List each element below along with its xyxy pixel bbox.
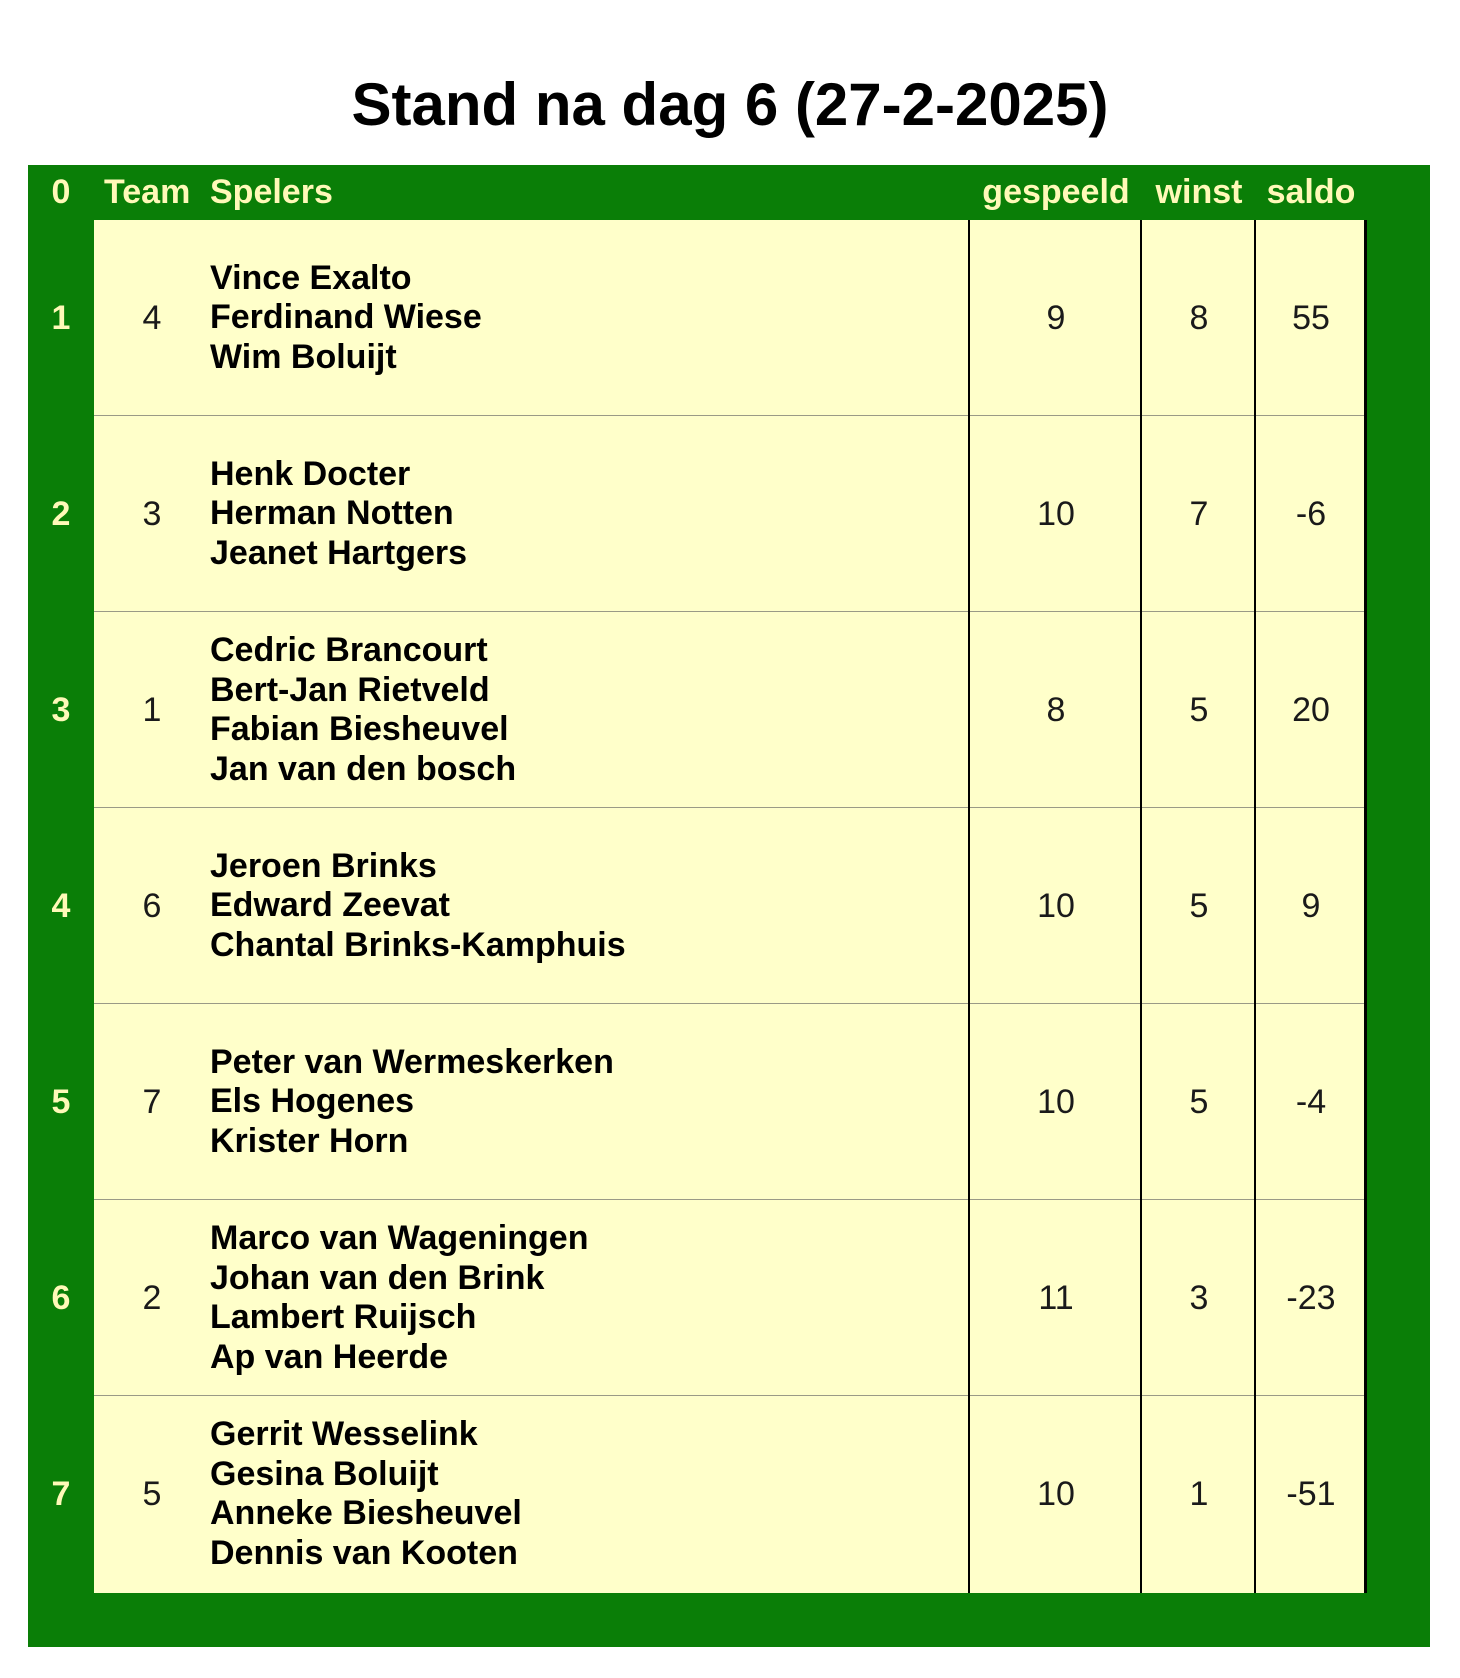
table-row [94, 416, 1366, 612]
player-name: Bert-Jan Rietveld [210, 670, 490, 709]
player-name: Wim Boluijt [210, 337, 397, 376]
table-row [94, 220, 1366, 416]
saldo-cell: -4 [1295, 1082, 1327, 1121]
wins-cell: 8 [1189, 298, 1209, 337]
wins-cell: 1 [1189, 1474, 1209, 1513]
table-row [94, 808, 1366, 1004]
player-name: Krister Horn [210, 1121, 409, 1160]
saldo-cell: 55 [1292, 298, 1330, 337]
team-cell: 4 [142, 298, 162, 337]
saldo-cell: 20 [1292, 690, 1330, 729]
page-title: Stand na dag 6 (27-2-2025) [351, 71, 1109, 138]
column-divider [1140, 220, 1142, 1593]
played-cell: 11 [1038, 1278, 1074, 1317]
table-row [94, 612, 1366, 808]
table-row [94, 1200, 1366, 1396]
saldo-cell: -23 [1286, 1278, 1336, 1317]
player-name: Edward Zeevat [210, 886, 450, 925]
header-saldo: saldo [1266, 173, 1356, 211]
player-name: Gesina Boluijt [210, 1454, 439, 1493]
column-divider [968, 220, 970, 1593]
wins-cell: 5 [1189, 690, 1209, 729]
header-team: Team [104, 173, 191, 211]
player-name: Jan van den bosch [210, 749, 517, 788]
team-cell: 7 [142, 1082, 162, 1121]
saldo-cell: -51 [1286, 1474, 1336, 1513]
rank-cell: 6 [51, 1279, 71, 1317]
players-cell [210, 612, 970, 808]
rank-cell: 2 [51, 495, 71, 533]
header-rank: 0 [51, 173, 71, 211]
player-name: Johan van den Brink [210, 1258, 545, 1297]
standings-board [28, 165, 1430, 1647]
players-cell [210, 1004, 970, 1200]
player-name: Ferdinand Wiese [210, 298, 482, 337]
rank-cell: 1 [51, 299, 71, 337]
wins-cell: 7 [1189, 494, 1209, 533]
player-name: Peter van Wermeskerken [210, 1042, 614, 1081]
header-played: gespeeld [982, 173, 1130, 211]
team-cell: 1 [142, 690, 162, 729]
players-cell [210, 1396, 970, 1592]
team-cell: 6 [142, 886, 162, 925]
player-name: Cedric Brancourt [210, 631, 488, 669]
rank-cell: 3 [51, 691, 71, 729]
player-name: Henk Docter [210, 454, 411, 493]
rank-cell: 7 [51, 1475, 71, 1513]
wins-cell: 3 [1189, 1278, 1209, 1317]
table-row [94, 1396, 1366, 1592]
player-name: Jeroen Brinks [210, 846, 437, 885]
column-divider [1254, 220, 1256, 1593]
player-name: Chantal Brinks-Kamphuis [210, 925, 626, 964]
team-cell: 2 [142, 1278, 162, 1317]
wins-cell: 5 [1189, 1082, 1209, 1121]
player-name: Lambert Ruijsch [210, 1298, 477, 1336]
table-row [94, 1004, 1366, 1200]
played-cell: 10 [1037, 1474, 1075, 1513]
players-cell [210, 808, 970, 1004]
played-cell: 8 [1046, 690, 1066, 729]
standings-table [94, 220, 1366, 1593]
player-name: Herman Notten [210, 494, 454, 533]
column-divider [1364, 220, 1367, 1593]
team-cell: 5 [142, 1474, 162, 1513]
rank-cell: 5 [51, 1083, 71, 1121]
player-name: Vince Exalto [210, 258, 412, 297]
player-name: Els Hogenes [210, 1082, 415, 1121]
played-cell: 10 [1037, 494, 1075, 533]
saldo-cell: 9 [1301, 886, 1321, 925]
team-cell: 3 [142, 494, 162, 533]
player-name: Fabian Biesheuvel [210, 710, 509, 748]
saldo-cell: -6 [1295, 494, 1327, 533]
player-name: Marco van Wageningen [210, 1219, 589, 1257]
played-cell: 10 [1037, 886, 1075, 925]
wins-cell: 5 [1189, 886, 1209, 925]
player-name: Anneke Biesheuvel [210, 1494, 522, 1532]
players-cell [210, 416, 970, 612]
players-cell [210, 1200, 970, 1396]
header-wins: winst [1155, 173, 1243, 211]
played-cell: 10 [1037, 1082, 1075, 1121]
player-name: Dennis van Kooten [210, 1533, 518, 1572]
players-cell [210, 220, 970, 416]
rank-cell: 4 [51, 887, 71, 925]
player-name: Jeanet Hartgers [210, 533, 468, 572]
played-cell: 9 [1046, 298, 1066, 337]
player-name: Gerrit Wesselink [210, 1415, 478, 1453]
header-players: Spelers [210, 173, 333, 211]
player-name: Ap van Heerde [210, 1337, 449, 1376]
